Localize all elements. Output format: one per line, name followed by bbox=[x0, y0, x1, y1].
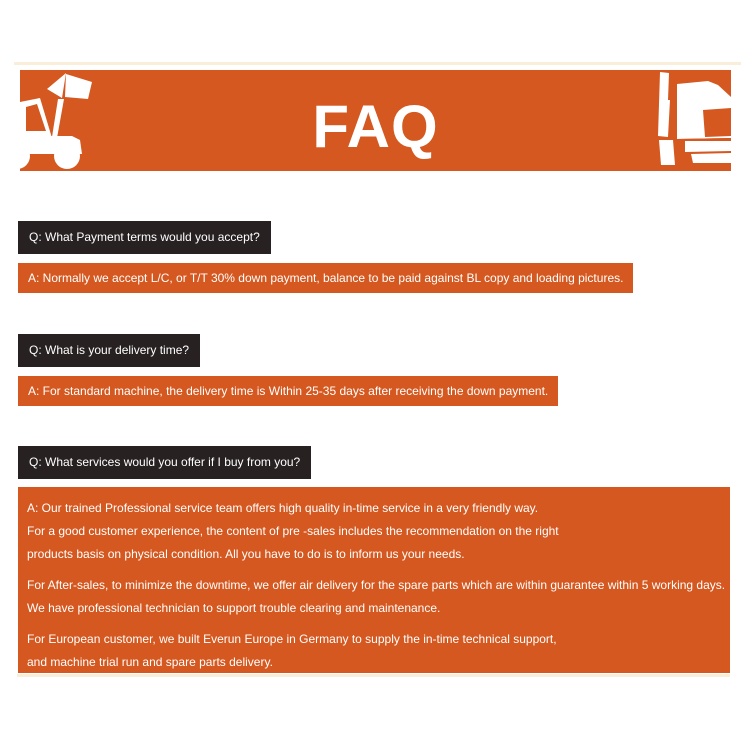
answer-line: products basis on physical condition. All you have to do is to inform us your needs. bbox=[27, 547, 465, 561]
wheel-loader-icon bbox=[20, 70, 120, 171]
page-title: FAQ bbox=[312, 92, 439, 160]
question-bar-delivery: Q: What is your delivery time? bbox=[18, 334, 200, 367]
section-divider-bottom bbox=[17, 674, 730, 677]
question-bar-payment: Q: What Payment terms would you accept? bbox=[18, 221, 271, 254]
faq-banner bbox=[20, 70, 731, 171]
answer-line: We have professional technician to support trouble clearing and maintenance. bbox=[27, 601, 441, 615]
answer-line: For a good customer experience, the content of pre -sales includes the recommendation on the right bbox=[27, 524, 559, 538]
answer-line: and machine trial run and spare parts delivery. bbox=[27, 655, 273, 669]
answer-line: For European customer, we built Everun Europe in Germany to supply the in-time technical support, bbox=[27, 632, 557, 646]
answer-panel-services bbox=[18, 487, 730, 673]
truck-icon bbox=[631, 70, 731, 171]
answer-bar-payment: A: Normally we accept L/C, or T/T 30% down payment, balance to be paid against BL copy and loading pictures. bbox=[18, 263, 633, 293]
truck-cab-window bbox=[703, 108, 731, 137]
answer-line: A: Our trained Professional service team offers high quality in-time service in a very friendly way. bbox=[27, 501, 539, 515]
question-bar-services: Q: What services would you offer if I buy from you? bbox=[18, 446, 311, 479]
section-divider-top bbox=[14, 62, 741, 65]
answer-bar-delivery: A: For standard machine, the delivery time is Within 25-35 days after receiving the down payment. bbox=[18, 376, 558, 406]
answer-line: For After-sales, to minimize the downtime, we offer air delivery for the spare parts which are within guarantee within 5 working days. bbox=[27, 578, 726, 592]
